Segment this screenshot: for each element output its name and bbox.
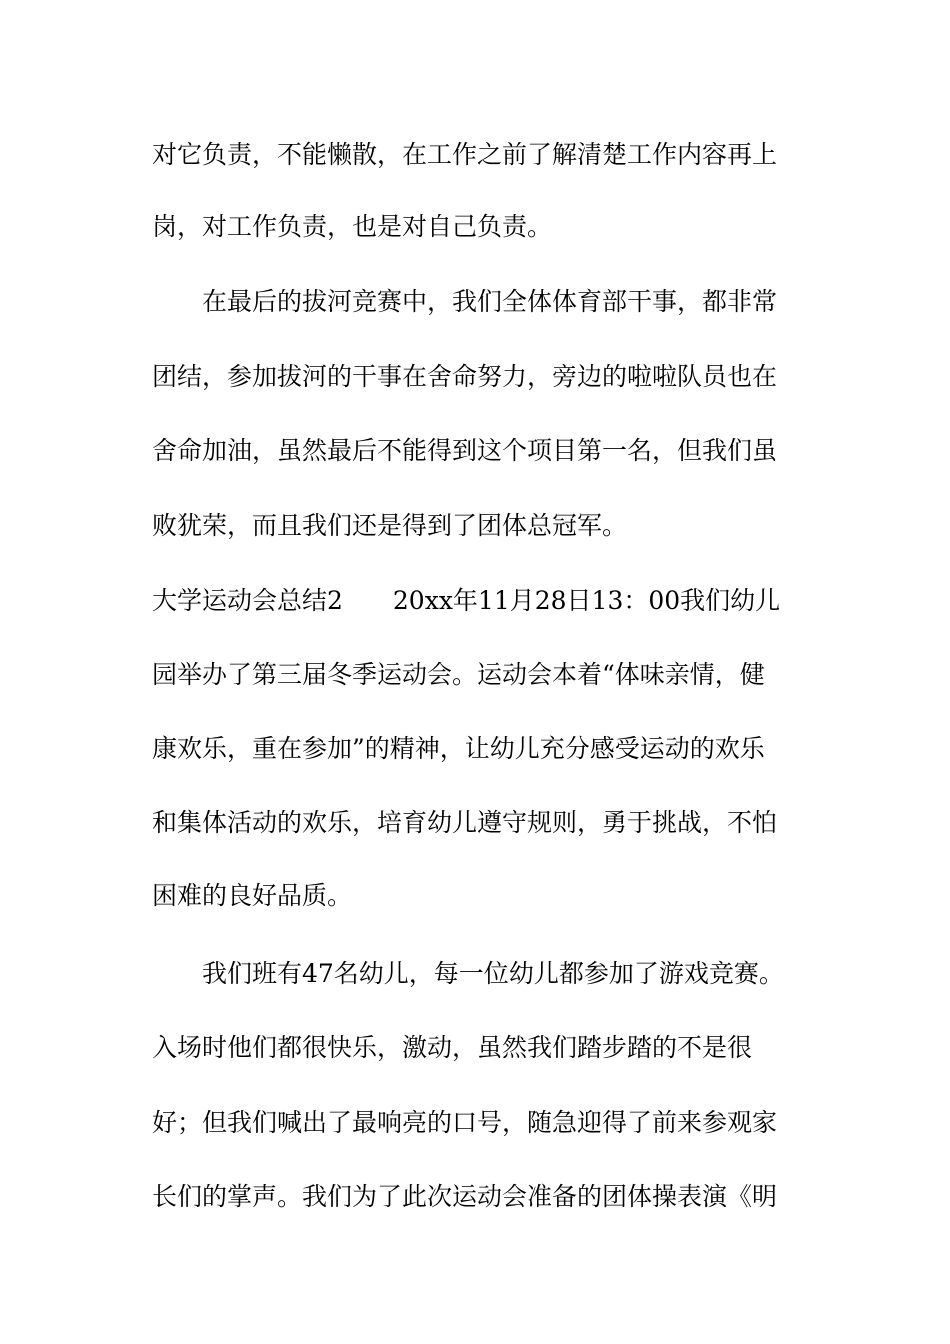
paragraph-start-line: 我们班有47名幼儿，每一位幼儿都参加了游戏竞赛。 <box>202 959 784 988</box>
text-line: 好；但我们喊出了最响亮的口号，随急迎得了前来参观家 <box>152 1108 778 1137</box>
text-line: 困难的良好品质。 <box>152 881 353 910</box>
text-line: 败犹荣，而且我们还是得到了团体总冠军。 <box>152 511 628 540</box>
text-line: 舍命加油，虽然最后不能得到这个项目第一名，但我们虽 <box>152 436 778 465</box>
text-line: 岗，对工作负责，也是对自己负责。 <box>152 212 553 241</box>
text-line: 和集体活动的欢乐，培育幼儿遵守规则，勇于挑战，不怕 <box>152 808 778 837</box>
text-line: 对它负责，不能懒散，在工作之前了解清楚工作内容再上 <box>152 140 778 169</box>
text-line: 入场时他们都很快乐，激动，虽然我们踏步踏的不是很 <box>152 1033 753 1062</box>
paragraph-start-line: 在最后的拔河竞赛中，我们全体体育部干事，都非常 <box>202 287 778 316</box>
text-line: 团结，参加拔河的干事在舍命努力，旁边的啦啦队员也在 <box>152 362 778 391</box>
text-line: 康欢乐，重在参加”的精神，让幼儿充分感受运动的欢乐 <box>152 734 765 763</box>
section-heading-line: 大学运动会总结2 20xx年11月28日13：00我们幼儿 <box>152 586 781 615</box>
text-line: 长们的掌声。我们为了此次运动会准备的团体操表演《明 <box>152 1182 778 1211</box>
text-line: 园举办了第三届冬季运动会。运动会本着“体味亲情，健 <box>152 660 765 689</box>
